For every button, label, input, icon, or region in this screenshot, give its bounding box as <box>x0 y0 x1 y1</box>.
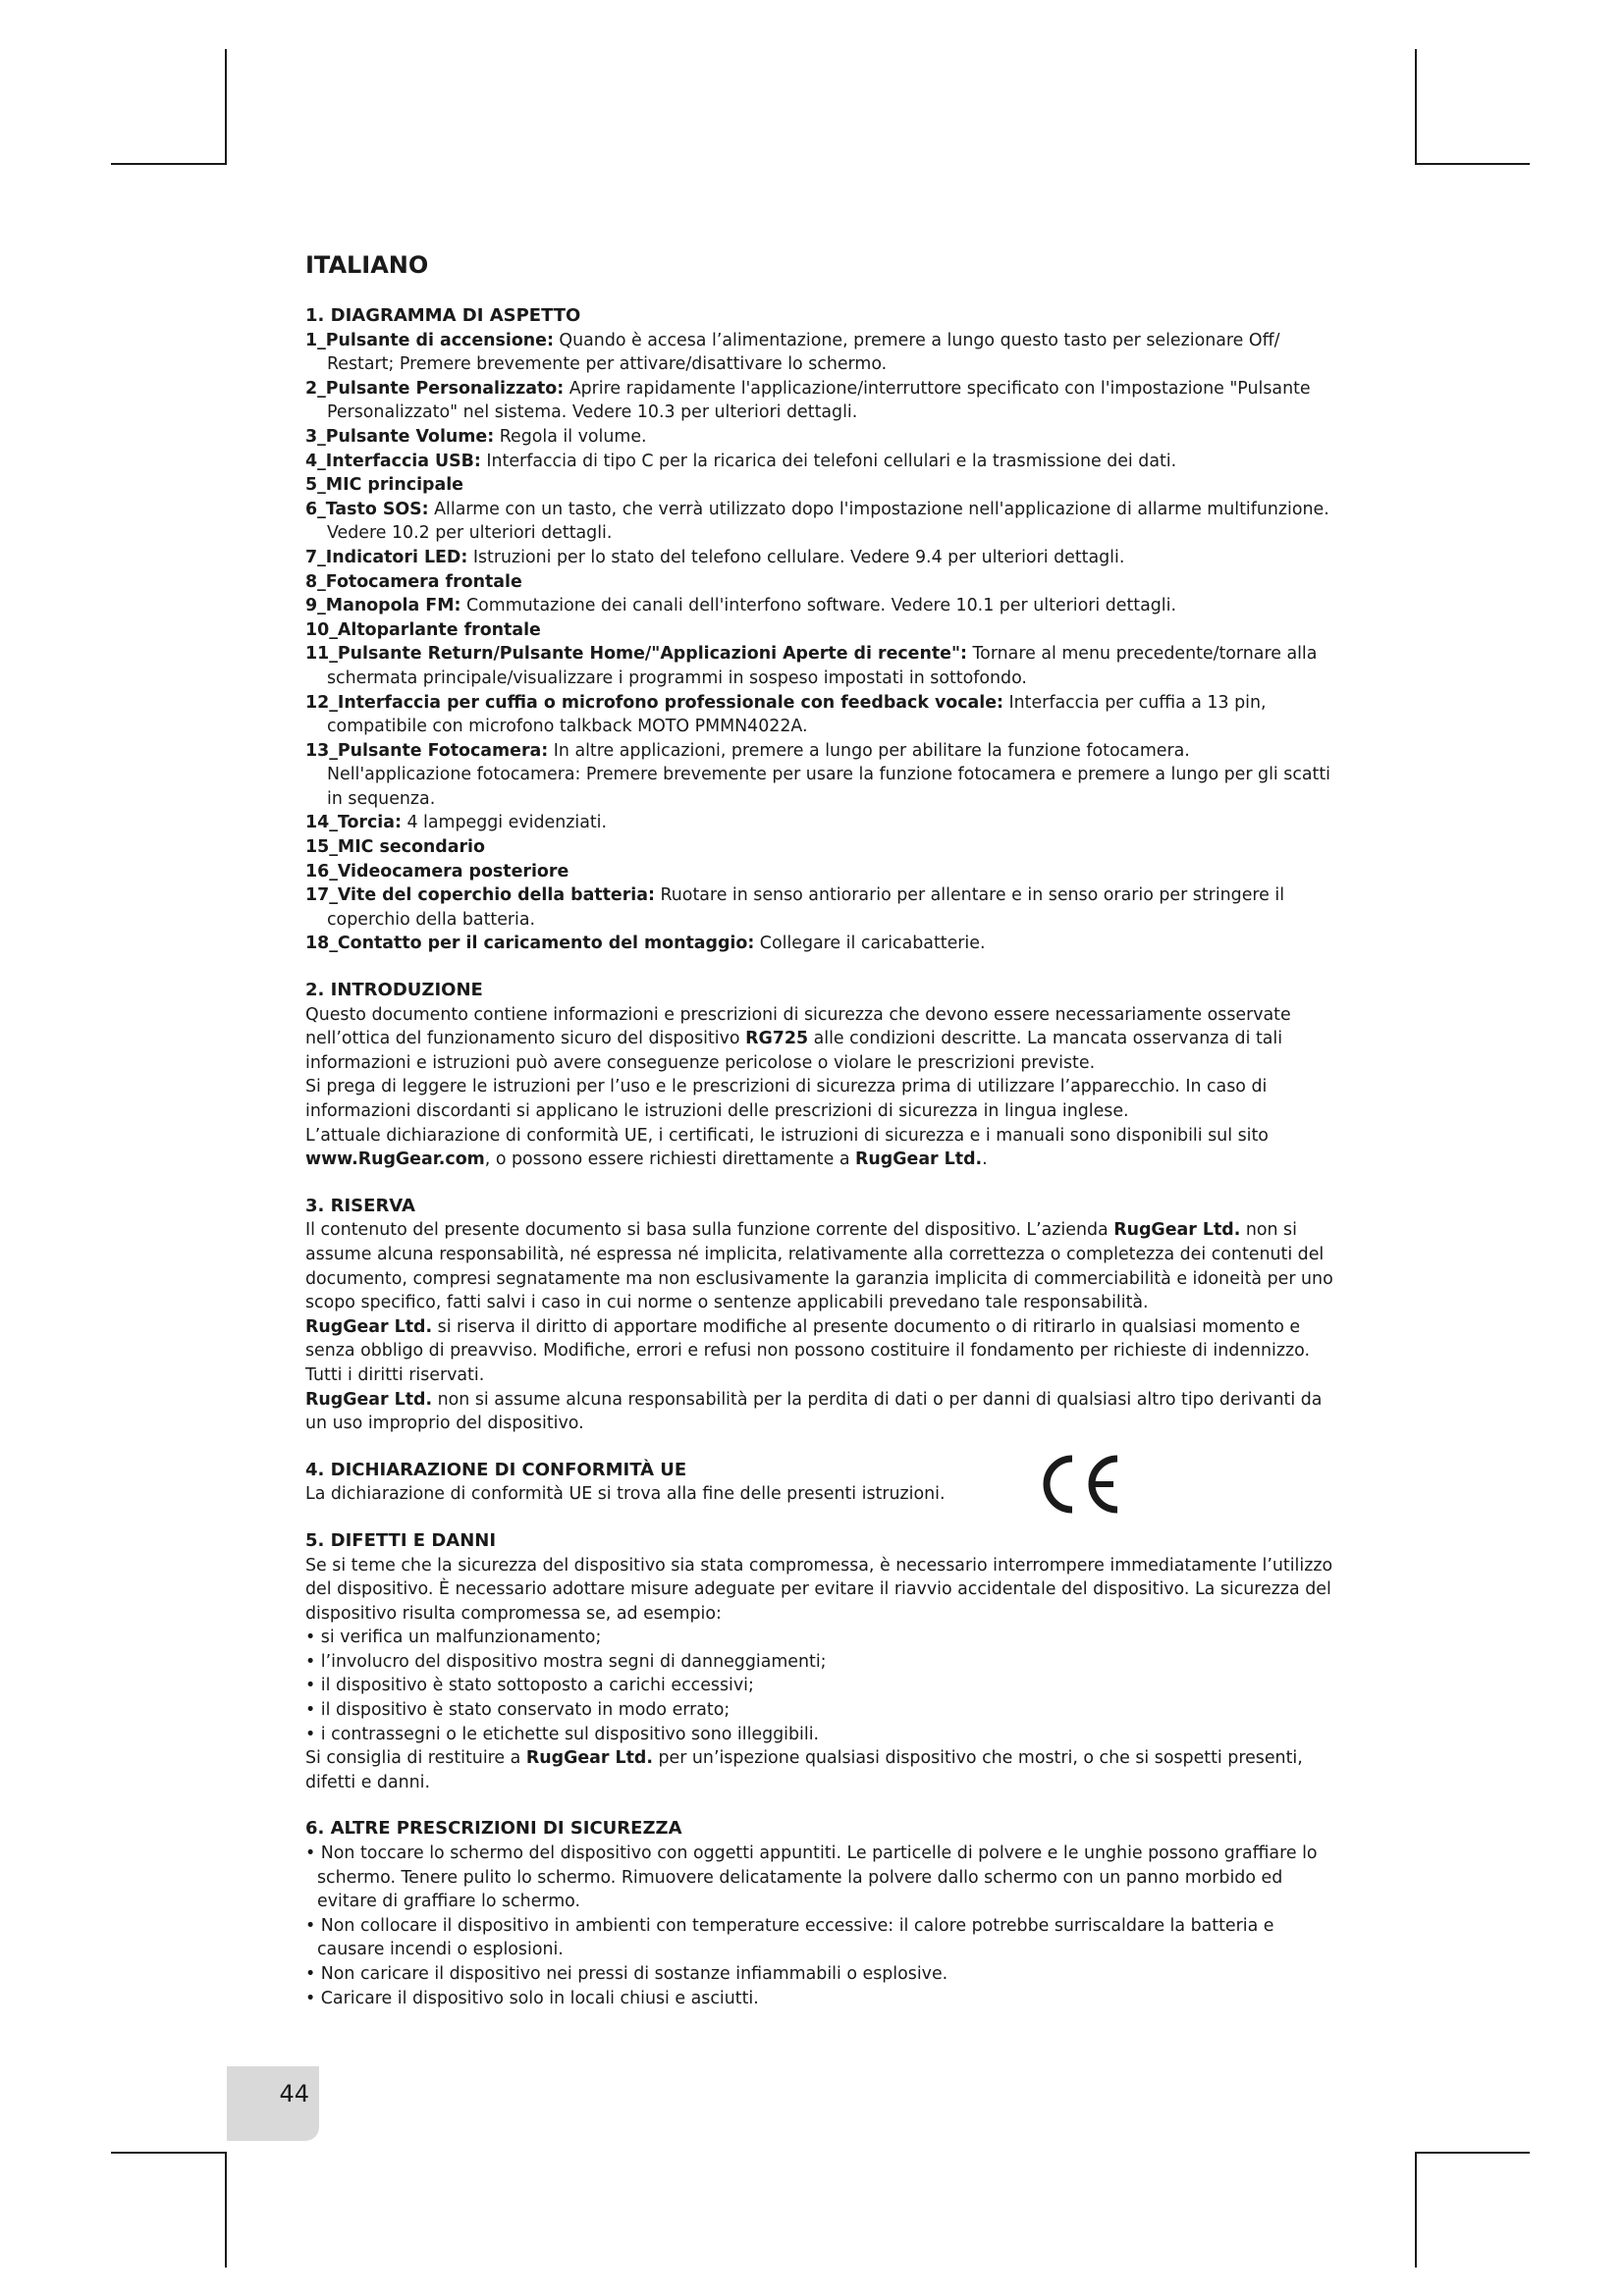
list-item: 1_Pulsante di accensione: Quando è accesa l’alimentazione, premere a lungo questo tasto per selezionare Off/ Restart; Premere brevemente per attivare/disattivare lo schermo. <box>305 330 1280 375</box>
page-number: 44 <box>227 2066 319 2141</box>
website-link: www.RugGear.com <box>305 1149 485 1170</box>
section-disclaimer <box>305 1195 1336 1436</box>
list-item: 7_Indicatori LED: Istruzioni per lo stato del telefono cellulare. Vedere 9.4 per ulteriori dettagli. <box>305 547 1125 567</box>
document-body <box>305 251 1336 2033</box>
crop-mark <box>111 2152 227 2154</box>
section-title: 3. RISERVA <box>305 1195 415 1216</box>
list-item: 16_Videocamera posteriore <box>305 861 569 881</box>
crop-mark <box>1415 2152 1417 2268</box>
paragraph: RugGear Ltd. non si assume alcuna responsabilità per la perdita di dati o per danni di qualsiasi altro tipo derivanti da un uso improprio del dispositivo. <box>305 1389 1323 1434</box>
list-item: 11_Pulsante Return/Pulsante Home/"Applicazioni Aperte di recente": Tornare al menu precedente/tornare alla schermata principale/visualizzare i programmi in sospeso impostati in sottofondo. <box>305 644 1318 688</box>
list-item: • Non collocare il dispositivo in ambienti con temperature eccessive: il calore potrebbe surriscaldare la batteria e causare incendi o esplosioni. <box>305 1915 1274 1960</box>
list-item: 15_MIC secondario <box>305 837 485 858</box>
list-item: 5_MIC principale <box>305 475 463 496</box>
list-item: 4_Interfaccia USB: Interfaccia di tipo C per la ricarica dei telefoni cellulari e la trasmissione dei dati. <box>305 451 1177 471</box>
list-item-continuation: Nell'applicazione fotocamera: Premere brevemente per usare la funzione fotocamera e premere a lungo per gli scatti in sequenza. <box>327 765 1331 809</box>
paragraph: L’attuale dichiarazione di conformità UE, i certificati, le istruzioni di sicurezza e i manuali sono disponibili sul sito www.RugGear.com, o possono essere richiesti direttamente a RugGear Ltd.. <box>305 1125 1269 1170</box>
paragraph: Questo documento contiene informazioni e prescrizioni di sicurezza che devono essere necessariamente osservate nell’ottica del funzionamento sicuro del dispositivo RG725 alle condizioni descritte. La mancata osservanza di tali informazioni e istruzioni può avere conseguenze pericolose o violare le prescrizioni previste. <box>305 1004 1291 1073</box>
ce-mark-icon <box>1033 1453 1121 1516</box>
list-item: 2_Pulsante Personalizzato: Aprire rapidamente l'applicazione/interruttore specificato con l'impostazione "Pulsante Personalizzato" nel sistema. Vedere 10.3 per ulteriori dettagli. <box>305 378 1311 423</box>
paragraph: Il contenuto del presente documento si basa sulla funzione corrente del dispositivo. L’azienda RugGear Ltd. non si assume alcuna responsabilità, né espressa né implicita, relativamente alla correttezza o completezza dei contenuti del documento, compresi segnatamente ma non esclusivamente la garanzia implicita di commerciabilità e idoneità per uno scopo specifico, fatti salvi i caso in cui norme o sentenze applicabili prevedano tale responsabilità. <box>305 1220 1333 1313</box>
list-item: 9_Manopola FM: Commutazione dei canali dell'interfono software. Vedere 10.1 per ulteriori dettagli. <box>305 596 1176 616</box>
list-item: 6_Tasto SOS: Allarme con un tasto, che verrà utilizzato dopo l'impostazione nell'applicazione di allarme multifunzione. Vedere 10.2 per ulteriori dettagli. <box>305 499 1329 544</box>
paragraph: Si prega di leggere le istruzioni per l’uso e le prescrizioni di sicurezza prima di utilizzare l’apparecchio. In caso di informazioni discordanti si applicano le istruzioni delle prescrizioni di sicurezza in lingua inglese. <box>305 1077 1268 1121</box>
section-introduction <box>305 979 1336 1172</box>
list-item: 18_Contatto per il caricamento del montaggio: Collegare il caricabatterie. <box>305 934 986 954</box>
list-item: • i contrassegni o le etichette sul dispositivo sono illeggibili. <box>305 1724 820 1744</box>
crop-mark <box>1415 49 1417 165</box>
list-item: 14_Torcia: 4 lampeggi evidenziati. <box>305 813 608 833</box>
list-item: • il dispositivo è stato sottoposto a carichi eccessivi; <box>305 1676 754 1696</box>
section-defects <box>305 1529 1336 1795</box>
list-item: 17_Vite del coperchio della batteria: Ruotare in senso antiorario per allentare e in senso orario per stringere il coperchio della batteria. <box>305 885 1285 930</box>
section-diagram <box>305 304 1336 956</box>
list-item: • Non toccare lo schermo del dispositivo con oggetti appuntiti. Le particelle di polvere e le unghie possono graffiare lo schermo. Tenere pulito lo schermo. Rimuovere delicatamente la polvere dallo schermo con un panno morbido ed evitare di graffiare lo schermo. <box>305 1843 1318 1912</box>
crop-mark <box>1415 2152 1530 2154</box>
list-item: • l’involucro del dispositivo mostra segni di danneggiamenti; <box>305 1651 827 1672</box>
section-title: 6. ALTRE PRESCRIZIONI DI SICUREZZA <box>305 1818 682 1840</box>
section-conformity <box>305 1459 1336 1507</box>
list-item: • si verifica un malfunzionamento; <box>305 1628 602 1648</box>
section-title: 4. DICHIARAZIONE DI CONFORMITÀ UE <box>305 1459 687 1480</box>
list-item: • Non caricare il dispositivo nei pressi di sostanze infiammabili o esplosive. <box>305 1964 948 1984</box>
crop-mark <box>225 49 227 165</box>
section-title: 1. DIAGRAMMA DI ASPETTO <box>305 305 581 326</box>
list-item: • il dispositivo è stato conservato in modo errato; <box>305 1700 731 1721</box>
list-item: 13_Pulsante Fotocamera: In altre applicazioni, premere a lungo per abilitare la funzione fotocamera. <box>305 740 1190 761</box>
list-item: 10_Altoparlante frontale <box>305 619 541 640</box>
section-title: 2. INTRODUZIONE <box>305 980 483 1001</box>
list-item: 8_Fotocamera frontale <box>305 571 522 592</box>
list-item: • Caricare il dispositivo solo in locali chiusi e asciutti. <box>305 1988 759 2008</box>
paragraph: RugGear Ltd. si riserva il diritto di apportare modifiche al presente documento o di ritirarlo in qualsiasi momento e senza obbligo di preavviso. Modifiche, errori e refusi non possono costituire il fondamento per richieste di indennizzo. Tutti i diritti riservati. <box>305 1316 1310 1385</box>
paragraph: La dichiarazione di conformità UE si trova alla fine delle presenti istruzioni. <box>305 1484 946 1505</box>
paragraph: Si consiglia di restituire a RugGear Ltd. per un’ispezione qualsiasi dispositivo che mostri, o che si sospetti presenti, difetti e danni. <box>305 1748 1303 1792</box>
crop-mark <box>225 2152 227 2268</box>
paragraph: Se si teme che la sicurezza del dispositivo sia stata compromessa, è necessario interrompere immediatamente l’utilizzo del dispositivo. È necessario adottare misure adeguate per evitare il riavvio accidentale del dispositivo. La sicurezza del dispositivo risulta compromessa se, ad esempio: <box>305 1555 1333 1624</box>
language-heading: ITALIANO <box>305 251 429 279</box>
list-item: 12_Interfaccia per cuffia o microfono professionale con feedback vocale: Interfaccia per cuffia a 13 pin, compatibile con microfono talkback MOTO PMMN4022A. <box>305 692 1267 737</box>
crop-mark <box>1415 163 1530 165</box>
section-title: 5. DIFETTI E DANNI <box>305 1529 497 1551</box>
list-item: 3_Pulsante Volume: Regola il volume. <box>305 426 647 447</box>
crop-mark <box>111 163 227 165</box>
section-safety <box>305 1817 1336 2010</box>
